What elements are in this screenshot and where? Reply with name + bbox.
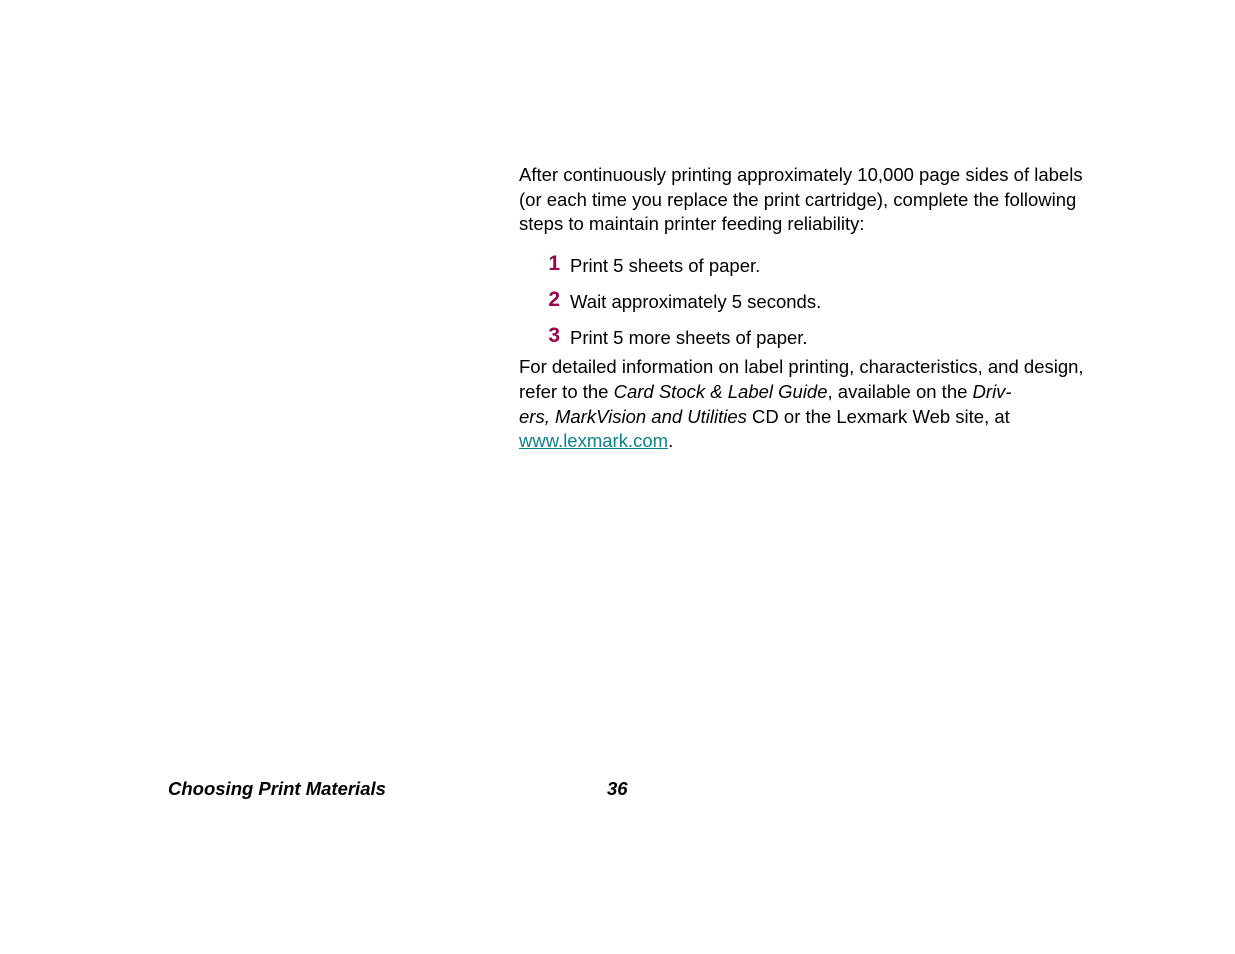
detail-text: . [668,430,674,452]
detail-text: For detailed information on label printing, characteristics, and design, refer to the [519,356,1084,402]
step-text: Print 5 sheets of paper. [570,255,761,277]
guide-title: Card Stock & Label Guide [613,380,828,402]
footer-section-title: Choosing Print Materials [168,778,386,799]
cd-title: Driv- [972,380,1012,402]
intro-paragraph: After continuously printing approximately 10,000 page sides of labels (or each time you replace the print cartridge), complete the following steps to maintain printer feeding reliability: [519,164,1083,235]
detail-text: , available on the [827,380,973,402]
lexmark-link[interactable]: www.lexmark.com [519,430,669,452]
step-text: Print 5 more sheets of paper. [570,327,808,349]
cd-title: ers, MarkVision and Utilities [519,405,747,427]
step-item [519,284,1085,320]
detail-paragraph [519,355,1085,454]
step-item [519,320,1085,356]
main-content [519,163,1085,454]
steps-list [519,248,1085,356]
step-number: 1 [548,252,560,276]
step-text: Wait approximately 5 seconds. [570,291,822,313]
step-number: 2 [548,288,560,312]
detail-text: CD or the Lexmark Web site, at [746,405,1010,427]
page-number: 36 [607,778,628,799]
step-number: 3 [548,324,560,348]
step-item [519,248,1085,284]
